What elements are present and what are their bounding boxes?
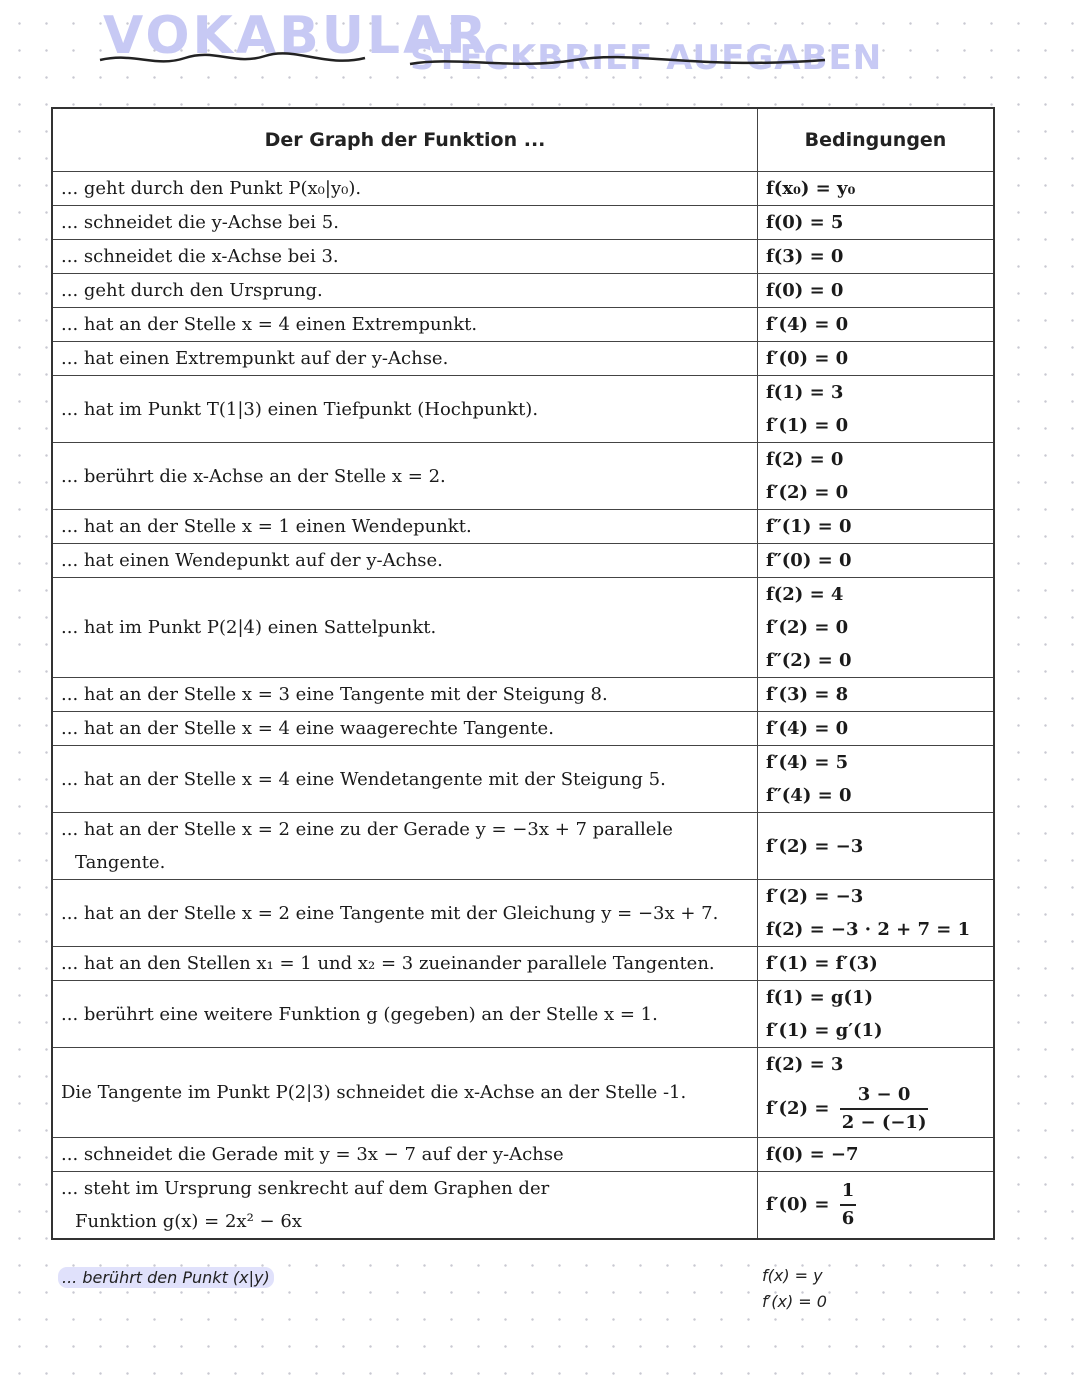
row-description: ... hat an der Stelle x = 2 eine zu der Gerade y = −3x + 7 parallele Tangente. <box>52 813 758 880</box>
row-description: ... berührt die x-Achse an der Stelle x = 2. <box>52 443 758 510</box>
table-row <box>52 376 994 443</box>
row-condition: f(2) = 4 f′(2) = 0 f″(2) = 0 <box>758 578 995 678</box>
table-row <box>52 746 994 813</box>
table-row <box>52 206 994 240</box>
row-description: ... hat an der Stelle x = 2 eine Tangente mit der Gleichung y = −3x + 7. <box>52 880 758 947</box>
handwritten-note-right-2: f′(x) = 0 <box>762 1292 827 1311</box>
table-row <box>52 1138 994 1172</box>
table-row <box>52 1048 994 1138</box>
row-description: ... geht durch den Punkt P(x₀|y₀). <box>52 172 758 206</box>
row-description: ... hat an den Stellen x₁ = 1 und x₂ = 3 zueinander parallele Tangenten. <box>52 947 758 981</box>
row-condition: f′(2) = −3 f(2) = −3 · 2 + 7 = 1 <box>758 880 995 947</box>
table-row <box>52 712 994 746</box>
row-description: ... berührt eine weitere Funktion g (gegeben) an der Stelle x = 1. <box>52 981 758 1048</box>
handwritten-note-right-1: f(x) = y <box>762 1266 823 1285</box>
row-description: ... hat im Punkt P(2|4) einen Sattelpunkt. <box>52 578 758 678</box>
handwritten-note-left: ... berührt den Punkt (x|y) <box>58 1268 274 1287</box>
row-description: ... hat an der Stelle x = 4 eine waagerechte Tangente. <box>52 712 758 746</box>
row-condition: f(1) = g(1) f′(1) = g′(1) <box>758 981 995 1048</box>
row-condition: f(2) = 3 f′(2) = $\frac{3 - 0}{2 - (-1)}$ <box>758 1048 995 1138</box>
table-row <box>52 510 994 544</box>
row-condition: f′(3) = 8 <box>758 678 995 712</box>
row-description: Die Tangente im Punkt P(2|3) schneidet die x-Achse an der Stelle -1. <box>52 1048 758 1138</box>
table-row <box>52 678 994 712</box>
table-row <box>52 240 994 274</box>
row-description: ... hat im Punkt T(1|3) einen Tiefpunkt (Hochpunkt). <box>52 376 758 443</box>
row-description: ... hat an der Stelle x = 1 einen Wendepunkt. <box>52 510 758 544</box>
table-row <box>52 947 994 981</box>
row-description: ... schneidet die x-Achse bei 3. <box>52 240 758 274</box>
conditions-table <box>51 107 995 1240</box>
row-description: ... hat an der Stelle x = 4 eine Wendetangente mit der Steigung 5. <box>52 746 758 813</box>
table-row <box>52 172 994 206</box>
row-condition: f″(0) = 0 <box>758 544 995 578</box>
row-condition: f(0) = −7 <box>758 1138 995 1172</box>
row-description: ... schneidet die Gerade mit y = 3x − 7 auf der y-Achse <box>52 1138 758 1172</box>
table-row <box>52 813 994 880</box>
table-row <box>52 578 994 678</box>
fraction: $\frac{3 - 0}{2 - (-1)}$ <box>841 1084 927 1133</box>
table-header-row <box>52 108 994 172</box>
fraction: $\frac{1}{6}$ <box>841 1180 855 1229</box>
row-condition: f(0) = 5 <box>758 206 995 240</box>
page-title: VOKABULAR <box>103 6 490 66</box>
row-description: ... hat an der Stelle x = 4 einen Extrempunkt. <box>52 308 758 342</box>
row-condition: f′(1) = f′(3) <box>758 947 995 981</box>
row-description: ... hat einen Extrempunkt auf der y-Achse. <box>52 342 758 376</box>
row-condition: f′(4) = 0 <box>758 308 995 342</box>
row-description: ... steht im Ursprung senkrecht auf dem Graphen der Funktion g(x) = 2x² − 6x <box>52 1172 758 1240</box>
row-description: ... hat an der Stelle x = 3 eine Tangente mit der Steigung 8. <box>52 678 758 712</box>
row-description: ... schneidet die y-Achse bei 5. <box>52 206 758 240</box>
row-condition: f′(4) = 0 <box>758 712 995 746</box>
table-row <box>52 1172 994 1240</box>
row-condition: f′(2) = −3 <box>758 813 995 880</box>
header-graph: Der Graph der Funktion ... <box>52 108 758 172</box>
row-condition: f(1) = 3 f′(1) = 0 <box>758 376 995 443</box>
table-row <box>52 544 994 578</box>
row-description: ... hat einen Wendepunkt auf der y-Achse. <box>52 544 758 578</box>
row-condition: f″(1) = 0 <box>758 510 995 544</box>
row-condition: f(0) = 0 <box>758 274 995 308</box>
table-row <box>52 342 994 376</box>
table-row <box>52 274 994 308</box>
page-subtitle: STECKBRIEF AUFGABEN <box>410 38 883 78</box>
header-conditions: Bedingungen <box>758 108 995 172</box>
table-row <box>52 880 994 947</box>
row-condition: f′(0) = 0 <box>758 342 995 376</box>
table-row <box>52 308 994 342</box>
table-row <box>52 443 994 510</box>
row-condition: f′(4) = 5 f″(4) = 0 <box>758 746 995 813</box>
row-condition: f(x₀) = y₀ <box>758 172 995 206</box>
row-condition: f′(0) = $\frac{1}{6}$ <box>758 1172 995 1240</box>
title-underline-scribble <box>95 40 835 80</box>
row-condition: f(3) = 0 <box>758 240 995 274</box>
row-condition: f(2) = 0 f′(2) = 0 <box>758 443 995 510</box>
row-description: ... geht durch den Ursprung. <box>52 274 758 308</box>
table-row <box>52 981 994 1048</box>
